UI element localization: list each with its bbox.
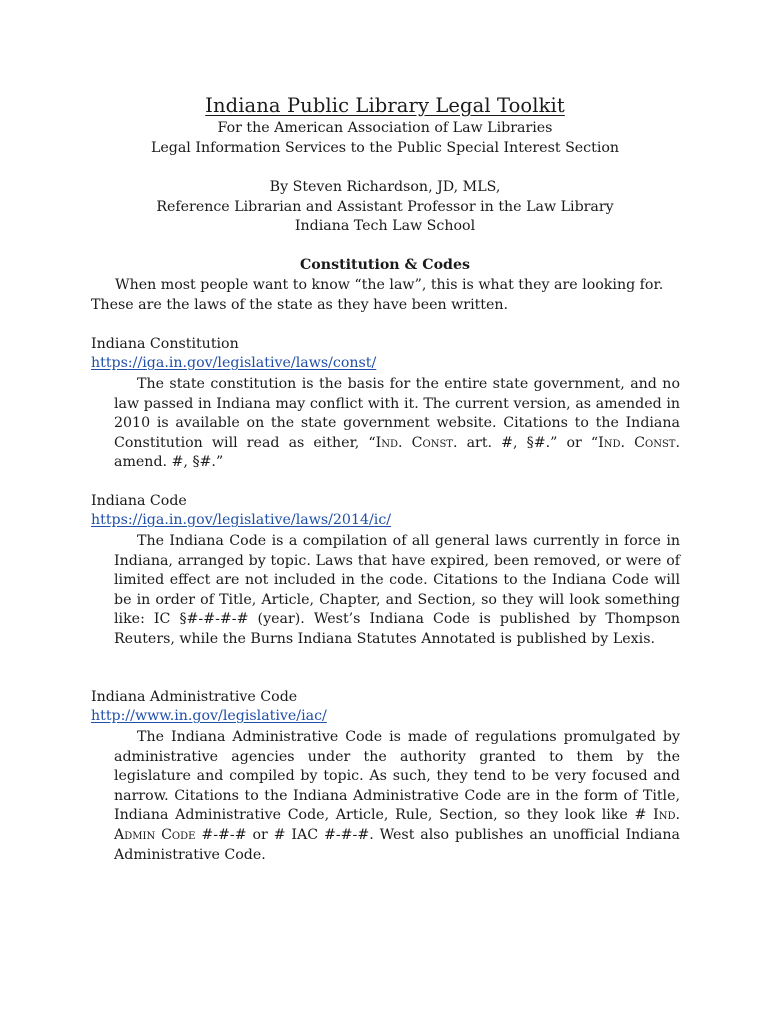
author-line-3: Indiana Tech Law School: [294, 218, 476, 234]
intro-line-1: When most people want to know “the law”, this is what they are looking for.: [115, 277, 664, 293]
entry-text-code: The Indiana Code is a compilation of all general laws currently in force in Indiana, arranged by topic. Laws that have expired, been removed, or were of limited effect are not included in the code. Citations to the Indiana Code will be in order of Title, Article, Chapter, and Section, so they will look something like: IC §#-#-#-# (year). West’s Indiana Code is published by Thompson Reuters, while the Burns Indiana Statutes Annotated is published by Lexis.: [114, 533, 680, 647]
entry-label-code: Indiana Code: [91, 493, 187, 509]
entry-label-constitution: Indiana Constitution: [91, 336, 239, 352]
section-intro: [91, 276, 679, 315]
section-heading: Constitution & Codes: [300, 257, 470, 273]
document-title: Indiana Public Library Legal Toolkit: [205, 94, 565, 117]
author-line-1: By Steven Richardson, JD, MLS,: [269, 179, 501, 195]
entry-text-constitution: The state constitution is the basis for the entire state government, and no law passed in Indiana may conflict with it. The current version, as amended in 2010 is available on the state government website. Citations to the Indiana Constitution will read as either, “Ind. Const. art. #, §#.” or “Ind. Const. amend. #, §#.”: [114, 376, 680, 471]
link-admin-code[interactable]: http://www.in.gov/legislative/iac/: [91, 708, 327, 724]
subtitle-line-1: For the American Association of Law Libraries: [217, 120, 553, 136]
link-code[interactable]: https://iga.in.gov/legislative/laws/2014/ic/: [91, 512, 392, 528]
entry-label-admin-code: Indiana Administrative Code: [91, 689, 298, 705]
author-line-2: Reference Librarian and Assistant Professor in the Law Library: [156, 199, 614, 215]
link-constitution[interactable]: https://iga.in.gov/legislative/laws/const/: [91, 355, 377, 371]
entry-text-admin-code: The Indiana Administrative Code is made of regulations promulgated by administrative agencies under the authority granted to them by the legislature and compiled by topic. As such, they tend to be very focused and narrow. Citations to the Indiana Administrative Code are in the form of Title, Indiana Administrative Code, Article, Rule, Section, so they look like # Ind. Admin Code #-#-# or # IAC #-#-#. West also publishes an unofficial Indiana Administrative Code.: [114, 729, 680, 863]
intro-line-2: These are the laws of the state as they have been written.: [91, 296, 509, 313]
subtitle-line-2: Legal Information Services to the Public Special Interest Section: [150, 140, 620, 156]
